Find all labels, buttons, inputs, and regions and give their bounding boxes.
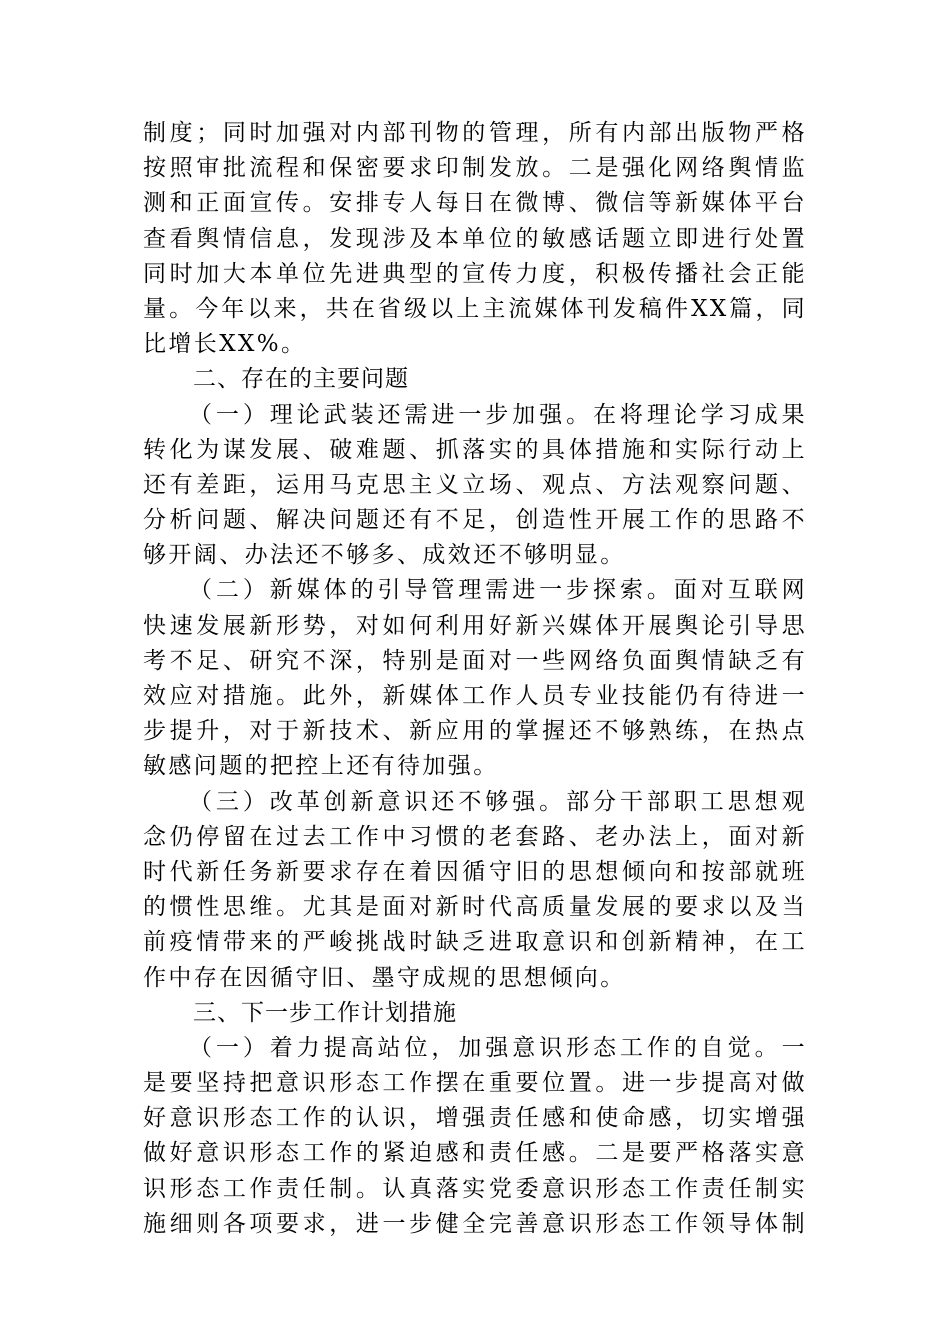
text-line: 步提升，对于新技术、新应用的掌握还不够熟练，在热点 (143, 718, 807, 745)
text-line: 做好意识形态工作的紧迫感和责任感。二是要严格落实意 (143, 1140, 807, 1167)
text-line: （三）改革创新意识还不够强。部分干部职工思想观 (189, 788, 807, 815)
text-line: 作中存在因循守旧、墨守成规的思想倾向。 (143, 964, 626, 991)
text-line: 制度；同时加强对内部刊物的管理，所有内部出版物严格 (143, 120, 807, 146)
text-line: （一）着力提高站位，加强意识形态工作的自觉。一 (189, 1034, 807, 1061)
text-line: 施细则各项要求，进一步健全完善意识形态工作领导体制 (143, 1210, 807, 1237)
section-heading: 二、存在的主要问题 (193, 366, 409, 393)
text-line: 前疫情带来的严峻挑战时缺乏进取意识和创新精神，在工 (143, 929, 807, 956)
text-line: 的惯性思维。尤其是面对新时代高质量发展的要求以及当 (143, 894, 807, 921)
text-line: 念仍停留在过去工作中习惯的老套路、老办法上，面对新 (143, 823, 807, 850)
text-line: 量。今年以来，共在省级以上主流媒体刊发稿件XX篇，同 (143, 295, 807, 322)
text-line: 快速发展新形势，对如何利用好新兴媒体开展舆论引导思 (143, 612, 807, 639)
text-line: 比增长XX%。 (143, 331, 307, 358)
text-line: 查看舆情信息，发现涉及本单位的敏感话题立即进行处置 (143, 225, 807, 252)
text-line: （一）理论武装还需进一步加强。在将理论学习成果 (189, 401, 807, 428)
text-line: 考不足、研究不深，特别是面对一些网络负面舆情缺乏有 (143, 647, 807, 674)
document-body (143, 116, 807, 1242)
text-line: 分析问题、解决问题还有不足，创造性开展工作的思路不 (143, 507, 807, 534)
text-line: （二）新媒体的引导管理需进一步探索。面对互联网 (189, 577, 807, 604)
section-heading: 三、下一步工作计划措施 (193, 999, 457, 1026)
text-line: 还有差距，运用马克思主义立场、观点、方法观察问题、 (143, 471, 807, 498)
text-line: 按照审批流程和保密要求印制发放。二是强化网络舆情监 (143, 155, 807, 182)
text-line: 识形态工作责任制。认真落实党委意识形态工作责任制实 (143, 1175, 807, 1202)
text-line: 够开阔、办法还不够多、成效还不够明显。 (143, 542, 626, 569)
text-line: 是要坚持把意识形态工作摆在重要位置。进一步提高对做 (143, 1070, 807, 1097)
text-line: 时代新任务新要求存在着因循守旧的思想倾向和按部就班 (143, 858, 807, 885)
text-line: 同时加大本单位先进典型的宣传力度，积极传播社会正能 (143, 260, 807, 287)
text-line: 好意识形态工作的认识，增强责任感和使命感，切实增强 (143, 1105, 807, 1132)
text-line: 效应对措施。此外，新媒体工作人员专业技能仍有待进一 (143, 683, 807, 709)
text-line: 转化为谋发展、破难题、抓落实的具体措施和实际行动上 (143, 436, 807, 463)
text-line: 测和正面宣传。安排专人每日在微博、微信等新媒体平台 (143, 190, 807, 217)
text-line: 敏感问题的把控上还有待加强。 (143, 753, 499, 780)
